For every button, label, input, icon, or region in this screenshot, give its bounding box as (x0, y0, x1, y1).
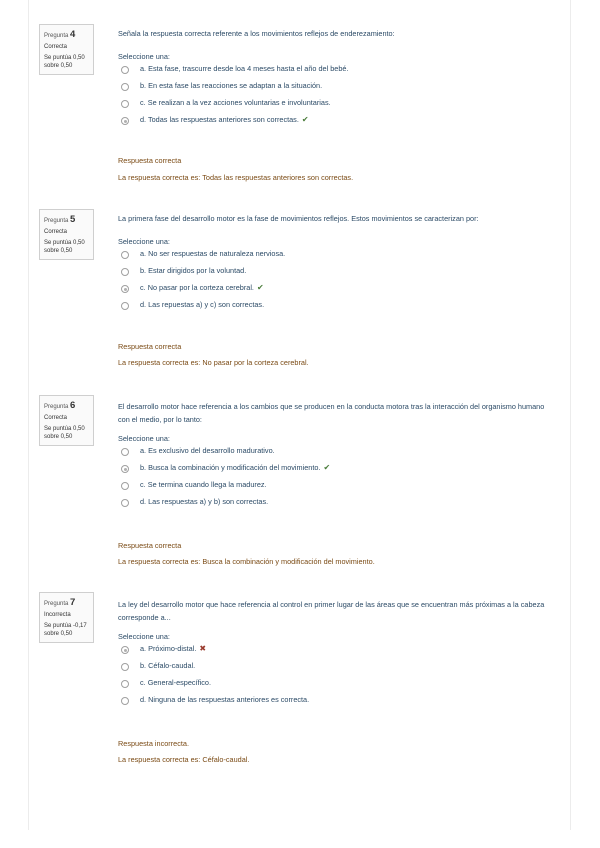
grade-score: Se puntúa 0,50 (44, 239, 85, 246)
question-state: Correcta (44, 43, 68, 50)
question-grade (44, 425, 90, 441)
radio-button[interactable] (121, 448, 129, 456)
question-label: Pregunta (44, 404, 69, 410)
radio-button[interactable] (121, 663, 129, 671)
answer-option-d[interactable] (118, 496, 558, 513)
grade-score: Se puntúa 0,50 (44, 425, 85, 432)
feedback-status: Respuesta correcta (118, 342, 182, 351)
answer-option-c[interactable] (118, 479, 558, 496)
question-label: Pregunta (44, 601, 69, 607)
question-grade (44, 54, 90, 70)
radio-button[interactable] (121, 697, 129, 705)
question-content (118, 395, 558, 566)
answer-option-c[interactable] (118, 677, 558, 694)
question-state: Incorrecta (44, 611, 71, 618)
answer-text: a. No ser respuestas de naturaleza nerviosa. (140, 249, 286, 258)
question-number (44, 597, 90, 610)
grade-max: sobre 0,50 (44, 631, 73, 637)
grade-max: sobre 0,50 (44, 248, 73, 254)
answer-option-d[interactable] (118, 299, 558, 316)
correct-check-icon: ✔ (323, 463, 331, 472)
question-info-box (39, 395, 94, 446)
radio-button[interactable] (121, 100, 129, 108)
answer-list (118, 248, 558, 316)
question-grade (44, 622, 90, 638)
answer-option-d[interactable] (118, 694, 558, 711)
right-answer: La respuesta correcta es: Busca la combinación y modificación del movimiento. (118, 557, 375, 566)
radio-button-selected[interactable] (121, 646, 129, 654)
answer-text: b. Céfalo-caudal. (140, 661, 196, 670)
question-number (44, 29, 90, 42)
right-answer: La respuesta correcta es: Todas las respuestas anteriores son correctas. (118, 173, 354, 182)
answer-option-d[interactable] (118, 114, 558, 131)
question-content (118, 209, 558, 367)
question-number-value: 7 (70, 597, 76, 608)
answer-option-b[interactable] (118, 80, 558, 97)
answer-option-a[interactable] (118, 445, 558, 462)
question-text: La ley del desarrollo motor que hace referencia al control en primer lugar de las áreas que se encuentran más próximas a la cabeza corresponde a... (118, 600, 545, 622)
feedback-status: Respuesta correcta (118, 156, 182, 165)
radio-button[interactable] (121, 66, 129, 74)
radio-button-selected[interactable] (121, 465, 129, 473)
answer-text: b. Estar dirigidos por la voluntad. (140, 266, 247, 275)
question-content (118, 24, 558, 182)
answer-option-a[interactable] (118, 248, 558, 265)
radio-button[interactable] (121, 482, 129, 490)
answer-text-wrap (140, 644, 206, 653)
answer-text: c. No pasar por la corteza cerebral. (140, 283, 254, 292)
radio-button[interactable] (121, 251, 129, 259)
question-text: La primera fase del desarrollo motor es la fase de movimientos reflejos. Estos movimientos se caracterizan por: (118, 214, 479, 223)
incorrect-cross-icon: ✖ (199, 644, 207, 653)
grade-score: Se puntúa 0,50 (44, 54, 85, 61)
question-state: Correcta (44, 228, 68, 235)
answer-option-a[interactable] (118, 63, 558, 80)
question-info-box (39, 24, 94, 75)
answer-text: d. Las respuestas a) y b) son correctas. (140, 497, 269, 506)
question-text: Señala la respuesta correcta referente a los movimientos reflejos de enderezamiento: (118, 29, 395, 38)
radio-button[interactable] (121, 268, 129, 276)
question-number-value: 5 (70, 214, 76, 225)
grade-score: Se puntúa -0,17 (44, 622, 87, 629)
answer-text: a. Próximo-distal. (140, 644, 197, 653)
correct-check-icon: ✔ (301, 115, 309, 124)
answer-list (118, 445, 558, 513)
answer-text: a. Esta fase, trascurre desde loa 4 meses hasta el año del bebé. (140, 64, 349, 73)
answer-text-wrap (140, 283, 264, 292)
answer-prompt: Seleccione una: (118, 237, 170, 246)
answer-option-b[interactable] (118, 462, 558, 479)
answer-text: c. Se realizan a la vez acciones voluntarias e involuntarias. (140, 98, 331, 107)
answer-list (118, 63, 558, 131)
answer-text: d. Ninguna de las respuestas anteriores es correcta. (140, 695, 310, 704)
answer-text: b. Busca la combinación y modificación del movimiento. (140, 463, 321, 472)
grade-max: sobre 0,50 (44, 63, 73, 69)
answer-text-wrap (140, 463, 330, 472)
answer-text: c. Se termina cuando llega la madurez. (140, 480, 267, 489)
answer-text: b. En esta fase las reacciones se adaptan a la situación. (140, 81, 323, 90)
radio-button[interactable] (121, 302, 129, 310)
radio-button-selected[interactable] (121, 285, 129, 293)
answer-text: a. Es exclusivo del desarrollo madurativo. (140, 446, 275, 455)
answer-text: d. Todas las respuestas anteriores son correctas. (140, 115, 299, 124)
question-info-box (39, 209, 94, 260)
answer-text: c. General-específico. (140, 678, 211, 687)
radio-button[interactable] (121, 499, 129, 507)
radio-button[interactable] (121, 83, 129, 91)
answer-prompt: Seleccione una: (118, 52, 170, 61)
question-info-box (39, 592, 94, 643)
question-state: Correcta (44, 414, 68, 421)
question-number-value: 4 (70, 29, 76, 40)
answer-prompt: Seleccione una: (118, 632, 170, 641)
right-answer: La respuesta correcta es: Céfalo-caudal. (118, 755, 250, 764)
answer-option-b[interactable] (118, 660, 558, 677)
feedback-status: Respuesta incorrecta. (118, 739, 189, 748)
radio-button-selected[interactable] (121, 117, 129, 125)
answer-prompt: Seleccione una: (118, 434, 170, 443)
answer-option-c[interactable] (118, 282, 558, 299)
answer-text-wrap (140, 115, 309, 124)
answer-text: d. Las repuestas a) y c) son correctas. (140, 300, 265, 309)
question-content (118, 592, 558, 764)
answer-list (118, 643, 558, 711)
answer-option-a[interactable] (118, 643, 558, 660)
correct-check-icon: ✔ (256, 283, 264, 292)
question-number-value: 6 (70, 400, 76, 411)
question-number (44, 214, 90, 227)
question-label: Pregunta (44, 33, 69, 39)
question-number (44, 400, 90, 413)
answer-option-b[interactable] (118, 265, 558, 282)
right-answer: La respuesta correcta es: No pasar por la corteza cerebral. (118, 358, 309, 367)
radio-button[interactable] (121, 680, 129, 688)
question-text: El desarrollo motor hace referencia a los cambios que se producen en la conducta motora tras la interacción del organismo humano con el medio, por lo tanto: (118, 402, 545, 424)
grade-max: sobre 0,50 (44, 434, 73, 440)
answer-option-c[interactable] (118, 97, 558, 114)
feedback-status: Respuesta correcta (118, 541, 182, 550)
question-grade (44, 239, 90, 255)
question-label: Pregunta (44, 218, 69, 224)
